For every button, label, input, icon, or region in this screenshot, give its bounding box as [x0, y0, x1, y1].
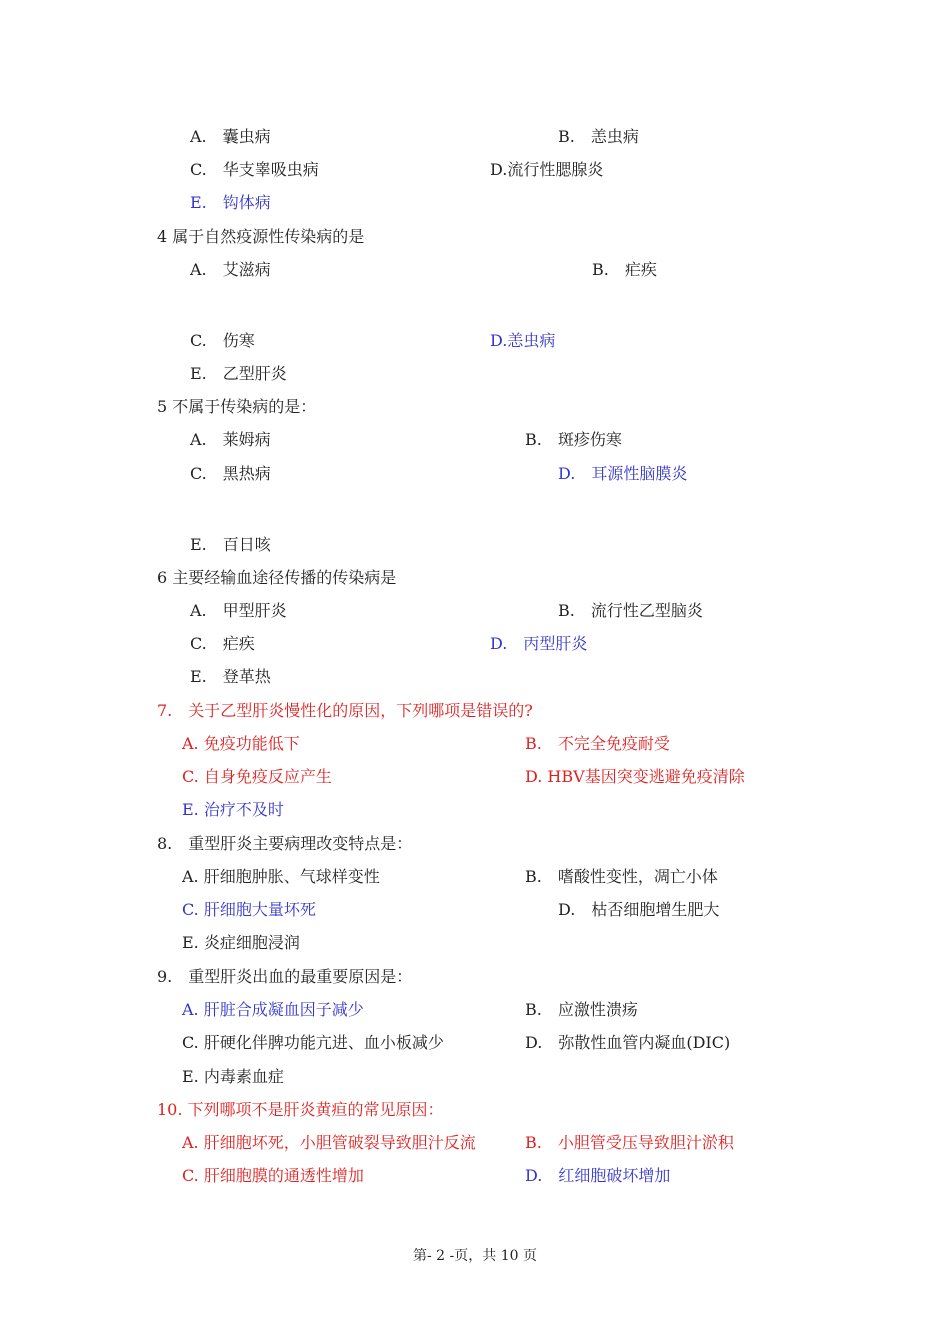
q5-option-d: D. 耳源性脑膜炎	[558, 464, 688, 483]
q5-option-c: C. 黑热病	[190, 464, 271, 483]
q4-option-e: E. 乙型肝炎	[190, 364, 287, 383]
q10-option-c: C. 肝细胞膜的通透性增加	[182, 1166, 364, 1185]
q4-option-b: B. 疟疾	[592, 260, 657, 279]
q4-stem: 4 属于自然疫源性传染病的是	[157, 227, 365, 246]
page-footer: 第- 2 -页，共 10 页	[413, 1248, 537, 1264]
q3-option-c: C. 华支睾吸虫病	[190, 160, 319, 179]
q3-option-d: D.流行性腮腺炎	[490, 160, 604, 179]
q3-option-a: A. 囊虫病	[190, 127, 271, 146]
q4-option-d: D.恙虫病	[490, 331, 556, 350]
q8-stem: 8. 重型肝炎主要病理改变特点是：	[157, 834, 413, 853]
q8-option-d: D. 枯否细胞增生肥大	[558, 900, 720, 919]
q7-option-d: D. HBV基因突变逃避免疫清除	[525, 767, 745, 786]
q10-option-a: A. 肝细胞坏死，小胆管破裂导致胆汁反流	[182, 1133, 476, 1152]
q6-option-b: B. 流行性乙型脑炎	[558, 601, 703, 620]
q7-option-e: E. 治疗不及时	[182, 800, 284, 819]
q6-stem: 6 主要经输血途径传播的传染病是	[157, 568, 397, 587]
q9-option-c: C. 肝硬化伴脾功能亢进、血小板减少	[182, 1033, 444, 1052]
q4-option-c: C. 伤寒	[190, 331, 255, 350]
q9-option-b: B. 应激性溃疡	[525, 1000, 638, 1019]
q7-option-a: A. 免疫功能低下	[182, 734, 300, 753]
q8-option-e: E. 炎症细胞浸润	[182, 933, 300, 952]
q10-option-b: B. 小胆管受压导致胆汁淤积	[525, 1133, 734, 1152]
q10-stem: 10. 下列哪项不是肝炎黄疸的常见原因：	[157, 1100, 444, 1119]
q10-option-d: D. 红细胞破坏增加	[525, 1166, 671, 1185]
q8-option-a: A. 肝细胞肿胀、气球样变性	[182, 867, 380, 886]
q7-stem: 7. 关于乙型肝炎慢性化的原因，下列哪项是错误的?	[157, 701, 533, 720]
q5-option-a: A. 莱姆病	[190, 430, 271, 449]
q7-option-c: C. 自身免疫反应产生	[182, 767, 332, 786]
q9-stem: 9. 重型肝炎出血的最重要原因是：	[157, 967, 413, 986]
q4-option-a: A. 艾滋病	[190, 260, 271, 279]
q9-option-d: D. 弥散性血管内凝血(DIC)	[525, 1033, 731, 1052]
q3-option-b: B. 恙虫病	[558, 127, 639, 146]
q3-option-e: E. 钩体病	[190, 193, 271, 212]
q6-option-c: C. 疟疾	[190, 634, 255, 653]
q9-option-a: A. 肝脏合成凝血因子减少	[182, 1000, 364, 1019]
q6-option-a: A. 甲型肝炎	[190, 601, 287, 620]
q7-option-b: B. 不完全免疫耐受	[525, 734, 670, 753]
q5-option-e: E. 百日咳	[190, 535, 271, 554]
q6-option-e: E. 登革热	[190, 667, 271, 686]
q5-option-b: B. 斑疹伤寒	[525, 430, 622, 449]
q6-option-d: D. 丙型肝炎	[490, 634, 588, 653]
q8-option-c: C. 肝细胞大量坏死	[182, 900, 316, 919]
q5-stem: 5 不属于传染病的是：	[157, 397, 317, 416]
q9-option-e: E. 内毒素血症	[182, 1067, 284, 1086]
q8-option-b: B. 嗜酸性变性，凋亡小体	[525, 867, 718, 886]
